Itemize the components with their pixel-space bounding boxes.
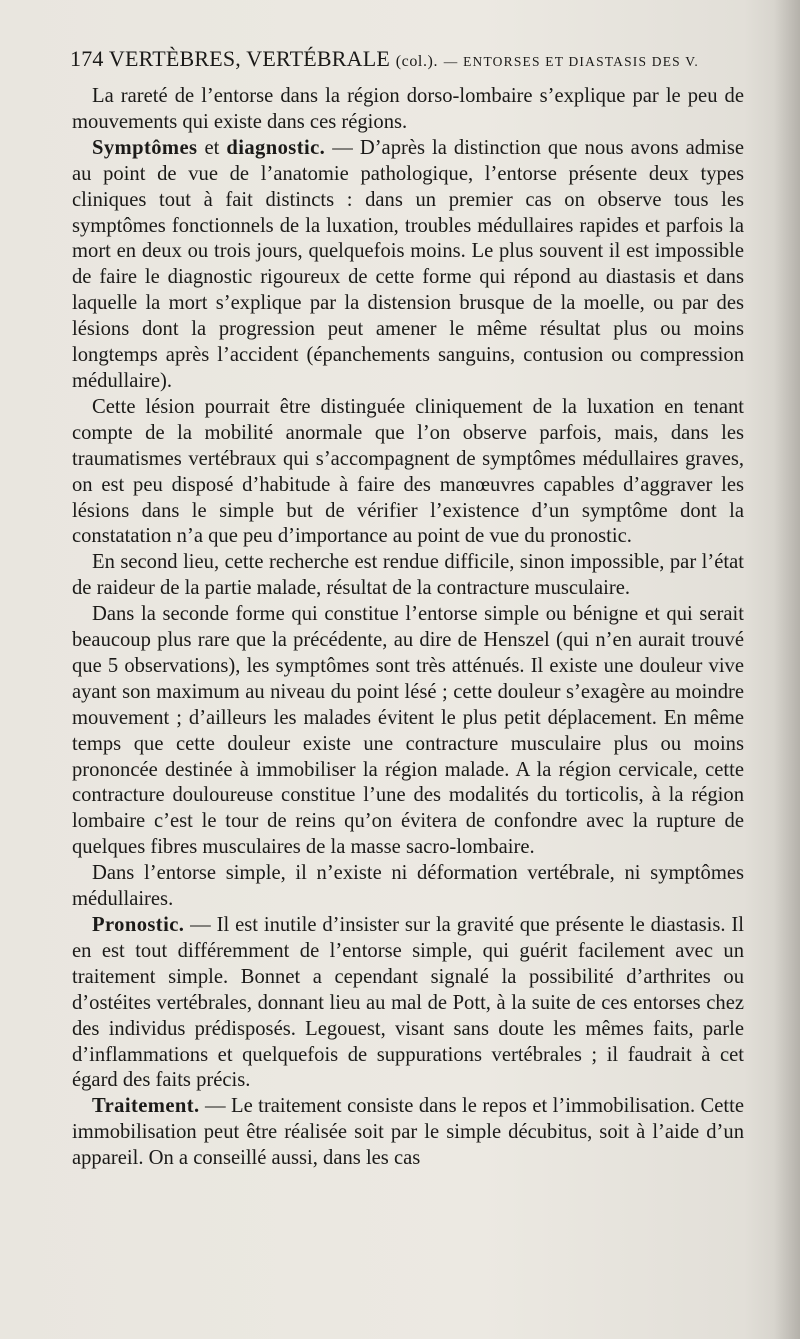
paragraph-text: En second lieu, cette recherche est rendue difficile, sinon impossible, par l’état de raideur de la partie malade, résultat de la contracture musculaire. — [72, 551, 744, 600]
header-title: VERTÈBRES, VERTÉBRALE — [108, 46, 390, 71]
body-text — [72, 84, 744, 1172]
section-heading-diagnostic: diagnostic. — [226, 136, 326, 159]
section-heading-symptomes: Symptômes — [92, 136, 198, 159]
paragraph-text: — Il est inutile d’insister sur la gravité que présente le diastasis. Il en est tout différemment de l’entorse simple, qui guérit facilement avec un traitement simple. Bonnet a cependant signalé la possibilité d’arthrites ou d’ostéites vertébrales, donnant lieu au mal de Pott, à la suite de ces entorses chez des individus prédisposés. Legouest, visant sans doute les mêmes faits, parle d’inflammations et quelquefois de suppurations vertébrales ; il faudrait à cet égard des faits précis. — [72, 914, 744, 1092]
paragraph-text: Dans l’entorse simple, il n’existe ni déformation vertébrale, ni symptômes médullaires. — [72, 862, 744, 911]
paragraph-text: — D’après la distinction que nous avons admise au point de vue de l’anatomie pathologique, l’entorse présente deux types cliniques tout à fait distincts : dans un premier cas on observe tous les symptômes fonctionnels de la luxation, troubles médullaires rapides et parfois la mort en deux ou trois jours, quelquefois moins. Le plus souvent il est impossible de faire le diagnostic rigoureux de cette forme qui répond au diastasis et dans laquelle la mort s’explique par la distension brusque de la moelle, ou par des lésions dont la progression peut amener le même résultat plus ou moins longtemps après l’accident (épanchements sanguins, contusion ou compression médullaire). — [72, 136, 744, 392]
paragraph-pronostic — [72, 913, 744, 1094]
running-header — [70, 44, 760, 77]
page-number: 174 — [70, 46, 104, 71]
paragraph-text: La rareté de l’entorse dans la région dorso-lombaire s’explique par le peu de mouvements qui existe dans ces régions. — [72, 85, 744, 133]
paragraph-seconde-forme — [72, 602, 744, 861]
paragraph-symptomes — [72, 136, 744, 395]
paragraph-text: Dans la seconde forme qui constitue l’entorse simple ou bénigne et qui serait beaucoup plus rare que la précédente, au dire de Henszel (qui n’en aurait trouvé que 5 observations), les symptômes sont très atténués. Il existe une douleur vive ayant son maximum au niveau du point lésé ; cette douleur s’exagère au moindre mouvement ; d’ailleurs les malades évitent le plus petit déplacement. En même temps que cette douleur existe une contracture musculaire plus ou moins prononcée destinée à immobiliser la région malade. A la région cervicale, cette contracture douloureuse constitue l’une des modalités du torticolis, à la région lombaire c’est le tour de reins qu’on évitera de confondre avec la rupture de quelques fibres musculaires de la masse sacro-lombaire. — [72, 603, 744, 859]
page-spine-shadow — [774, 0, 800, 1339]
heading-connector: et — [197, 136, 227, 159]
paragraph-traitement — [72, 1094, 744, 1172]
paragraph-second-lieu — [72, 550, 744, 602]
paragraph-text: Cette lésion pourrait être distinguée cliniquement de la luxation en tenant compte de la mobilité anormale que l’on observe parfois, mais, dans les traumatismes vertébraux qui s’accompagnent de symptômes médullaires graves, on est peu disposé d’habitude à faire des manœuvres capables d’aggraver les lésions dans le simple but de vérifier l’existence d’un symptôme dont la constatation n’a que peu d’importance au point de vue du pronostic. — [72, 395, 744, 548]
header-col: (col.). — [395, 53, 439, 70]
paragraph-lesion — [72, 395, 744, 550]
paragraph-rarete — [72, 84, 744, 136]
section-heading-traitement: Traitement. — [92, 1095, 200, 1118]
header-section: — ENTORSES ET DIASTASIS DES V. — [443, 54, 700, 69]
paragraph-entorse-simple — [72, 861, 744, 913]
paragraph-text: — Le traitement consiste dans le repos et l’immobilisation. Cette immobilisation peut être réalisée soit par le simple décubitus, soit à l’aide d’un appareil. On a conseillé aussi, dans les cas — [72, 1095, 744, 1170]
section-heading-pronostic: Pronostic. — [92, 914, 185, 936]
